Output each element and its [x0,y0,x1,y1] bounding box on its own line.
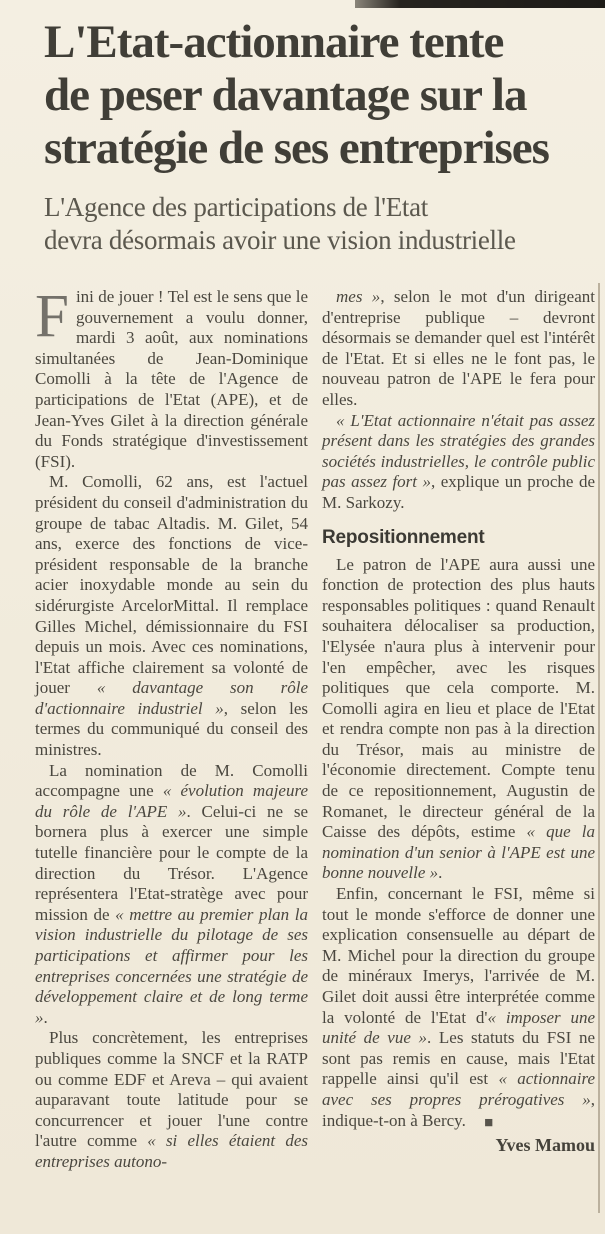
quote-text: « L'Etat actionnaire n'était pas assez présent dans les stratégies des grandes sociétés industrielles, le contrôle public pas assez fort » [322,410,595,492]
article-paragraph [35,283,308,472]
article-column-right [322,287,595,1173]
article-header [44,16,592,257]
article-body [35,283,596,1173]
headline-line-2: de peser davantage sur la [44,69,527,121]
body-text: La nomination de M. Comolli accompagne une [35,760,308,801]
article-paragraph [322,555,595,885]
headline-line-3: stratégie de ses entreprises [44,122,549,174]
drop-cap: F [35,283,69,350]
quote-text: « évolution majeure du rôle de l'APE » [35,781,308,821]
article-byline: Yves Mamou [495,1135,595,1156]
article-paragraph [35,1028,308,1172]
section-subhead: Repositionnement [322,526,485,548]
body-text: Plus concrètement, les entreprises publiques comme la SNCF et la RATP ou comme EDF et Areva – qui avaient auparavant toute latitude pour se concurrencer et jouer l'une contre l'autre comme [35,1028,308,1151]
body-text: , selon le mot d'un dirigeant d'entreprise publique – devront désormais se demander quel est l'intérêt de l'Etat. Et si elles ne le font pas, le nouveau patron de l'APE le fera pour elles. [322,287,595,409]
body-text: Enfin, concernant le FSI, même si tout le monde s'efforce de donner une explication consensuelle au départ de M. Michel pour la direction du groupe de minéraux Imerys, l'arrivée de M. Gilet doit aussi être interprétée comme la volonté de l'Etat d' [322,884,595,1027]
article-headline [44,16,592,175]
article-paragraph [322,411,595,514]
quote-text: « davantage son rôle d'actionnaire industriel » [35,678,308,718]
quote-text: « que la nomination d'un senior à l'APE est une bonne nouvelle » [322,822,595,883]
quote-text: « si elles étaient des entreprises autono- [35,1131,308,1171]
body-text: . [43,1007,48,1027]
end-of-article-marker: ■ [484,1114,494,1131]
body-text: , explique un proche de M. Sarkozy. [322,472,595,512]
body-text: Le patron de l'APE aura aussi une fonction de protection des plus hauts responsables politiques : quand Renault souhaitera délocaliser sa production, l'Elysée n'aura plus à intervenir pour l'en empêcher, avec les risques politiques que cela comporte. M. Comolli agira en lieu et place de l'Etat et rendra compte non pas à la direction du Trésor, mais au ministre de l'économie directement. Compte tenu de ce repositionnement, Augustin de Romanet, le directeur général de la Caisse des dépôts, estime [322,554,595,842]
article-subheadline [44,191,592,257]
article-paragraph [35,472,308,760]
body-text: , indique-t-on à Bercy. [322,1089,595,1130]
article-paragraph [322,287,595,411]
body-text: . [438,863,443,883]
headline-line-1: L'Etat-actionnaire tente [44,16,504,68]
body-text: . Celui-ci ne se bornera plus à exercer une simple tutelle financière pour le compte de la direction du Trésor. L'Agence représentera l'Etat-stratège avec pour mission de [35,801,309,924]
column-separator-rule [598,283,600,1213]
quote-text: « actionnaire avec ses propres prérogatives » [322,1069,595,1109]
subheadline-line-1: L'Agence des participations de l'Etat [44,192,428,222]
quote-text: « mettre au premier plan la vision industrielle du pilotage de ses participations et affirmer pour les entreprises concernées une stratégie de développement claire et de long terme » [35,904,308,1027]
subheadline-line-2: devra désormais avoir une vision industrielle [44,225,516,255]
article-column-left [35,283,309,1173]
body-text: M. Comolli, 62 ans, est l'actuel président du conseil d'administration du groupe de tabac Altadis. M. Gilet, 54 ans, exerce des fonctions de vice-président responsable de la branche acier inoxydable monde au sein du sidérurgiste ArcelorMittal. Il remplace Gilles Michel, démissionnaire du FSI depuis un mois. Avec ces nominations, l'Etat affiche clairement sa volonté de jouer [35,472,308,698]
body-text: , selon les termes du communiqué du conseil des ministres. [35,698,308,760]
article-paragraph [322,884,595,1132]
body-text: ini de jouer ! Tel est le sens que le gouvernement a voulu donner, mardi 3 août, aux nominations simultanées de Jean-Dominique Comolli à la tête de l'Agence de participations de l'Etat (APE), et de Jean-Yves Gilet à la direction générale du Fonds stratégique d'investissement (FSI). [35,287,308,471]
body-text: . Les statuts du FSI ne sont pas remis en cause, mais l'Etat rappelle ainsi qu'il est [322,1028,595,1089]
quote-text: « imposer une unité de vue » [322,1007,596,1048]
article-paragraph [35,761,308,1029]
page-crop-top-bar [355,0,605,8]
quote-text: mes » [336,287,381,306]
